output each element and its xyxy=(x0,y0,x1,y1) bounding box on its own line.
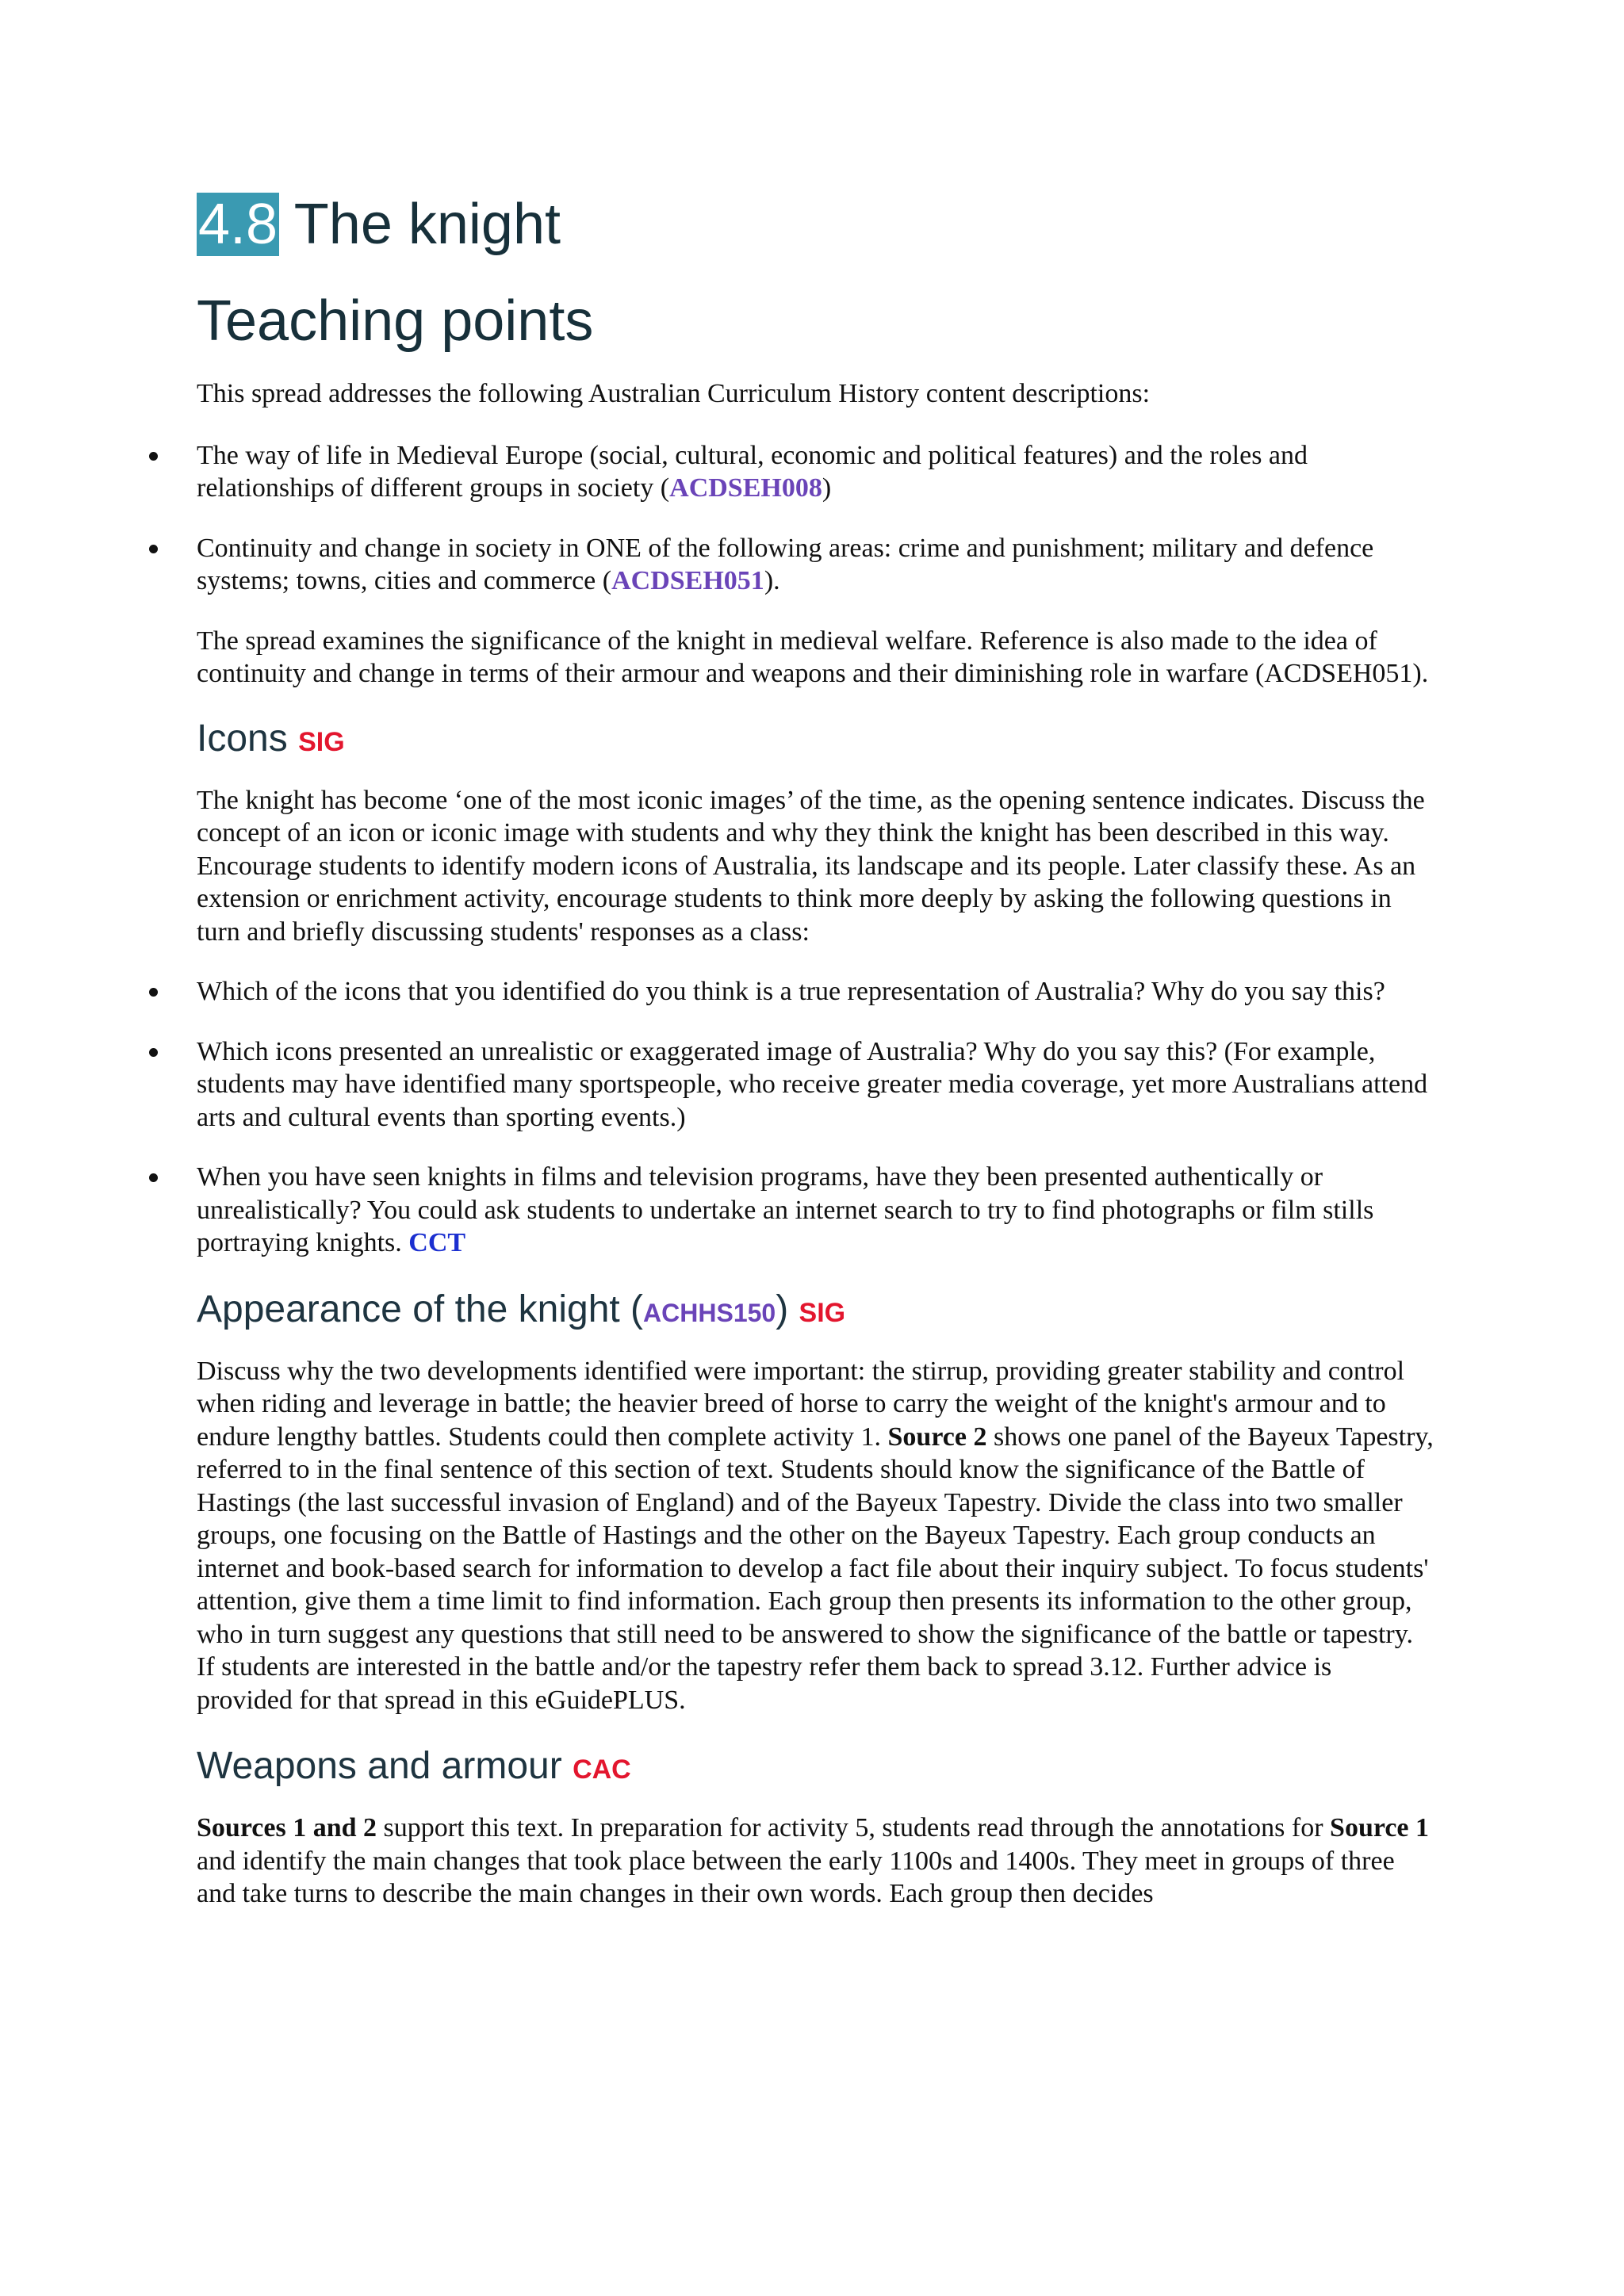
title-text: The knight xyxy=(293,193,561,256)
curriculum-item: The way of life in Medieval Europe (social, cultural, economic and political features) and the roles and relationships of different groups in society (ACDSEH008) xyxy=(197,439,1434,505)
curriculum-text: The way of life in Medieval Europe (social, cultural, economic and political features) and the roles and relationships of different groups in society ( xyxy=(197,440,1308,503)
bullet-icon xyxy=(149,1048,158,1057)
sig-tag: SIG xyxy=(298,726,345,757)
cct-tag: CCT xyxy=(408,1228,466,1257)
curriculum-list xyxy=(197,439,1434,598)
bullet-icon xyxy=(149,545,158,553)
weapons-paragraph: Sources 1 and 2 support this text. In preparation for activity 5, students read through the annotations for Source 1 and identify the main changes that took place between the early 1100s and 1400s. They meet in groups of three and take turns to describe the main changes in their own words. Each group then decides xyxy=(197,1813,1430,1908)
appearance-paragraph: Discuss why the two developments identified were important: the stirrup, providing greater stability and control when riding and leverage in battle; the heavier breed of horse to carry the weight of the knight's armour and to endure lengthy battles. Students could then complete activity 1. Source 2 shows one panel of the Bayeux Tapestry, referred to in the final sentence of this section of text. Students should know the significance of the Battle of Hastings (the last successful invasion of England) and of the Bayeux Tapestry. Divide the class into two smaller groups, one focusing on the Battle of Hastings and the other on the Bayeux Tapestry. Each group conducts an internet and book-based search for information to develop a fact file about their inquiry subject. To focus students' attention, give them a time limit to find information. Each group then presents its information to the other group, who in turn suggest any questions that still need to be answered to show the significance of the battle or tapestry. If students are interested in the battle and/or the tapestry refer them back to spread 3.12. Further advice is provided for that spread in this eGuidePLUS. xyxy=(197,1356,1434,1715)
achhs-code: ACHHS150 xyxy=(643,1298,776,1327)
question-item: Which icons presented an unrealistic or exaggerated image of Australia? Why do you say this? (For example, students may have identified many sportspeople, who receive greater media coverage, yet more Australians attend arts and cultural events than sporting events.) xyxy=(197,1035,1434,1135)
curriculum-code: ACDSEH008 xyxy=(669,473,822,503)
icons-heading: Icons SIG xyxy=(197,717,345,760)
section-number: 4.8 xyxy=(198,193,278,256)
icons-question-list xyxy=(197,975,1434,1260)
appearance-heading: Appearance of the knight (ACHHS150) SIG xyxy=(197,1288,846,1330)
intro-paragraph: This spread addresses the following Australian Curriculum History content descriptions: xyxy=(197,379,1151,408)
question-item: When you have seen knights in films and television programs, have they been presented authentically or unrealistically? You could ask students to undertake an internet search to try to find photographs or film stills portraying knights. CCT xyxy=(197,1161,1434,1260)
curriculum-code: ACDSEH051 xyxy=(611,566,764,595)
curriculum-text: Continuity and change in society in ONE of the following areas: crime and punishment; military and defence systems; towns, cities and commerce ( xyxy=(197,533,1374,595)
cac-tag: CAC xyxy=(573,1755,631,1785)
spread-note: The spread examines the significance of the knight in medieval welfare. Reference is also made to the idea of continuity and change in terms of their armour and weapons and their diminishing role in warfare (ACDSEH051). xyxy=(197,626,1429,688)
bullet-icon xyxy=(149,988,158,997)
bullet-icon xyxy=(149,452,158,461)
page-content xyxy=(197,190,1434,1911)
page-title xyxy=(197,190,1434,258)
weapons-heading: Weapons and armour CAC xyxy=(197,1745,631,1787)
sig-tag: SIG xyxy=(799,1297,846,1328)
curriculum-item: Continuity and change in society in ONE of the following areas: crime and punishment; military and defence systems; towns, cities and commerce (ACDSEH051). xyxy=(197,532,1434,598)
question-item: Which of the icons that you identified do you think is a true representation of Australia? Why do you say this? xyxy=(197,975,1434,1008)
icons-paragraph: The knight has become ‘one of the most iconic images’ of the time, as the opening sentence indicates. Discuss the concept of an icon or iconic image with students and why they think the knight has been described in this way. Encourage students to identify modern icons of Australia, its landscape and its people. Later classify these. As an extension or enrichment activity, encourage students to think more deeply by asking the following questions in turn and briefly discussing students' responses as a class: xyxy=(197,785,1425,947)
bullet-icon xyxy=(149,1173,158,1182)
teaching-points-heading: Teaching points xyxy=(197,289,594,353)
